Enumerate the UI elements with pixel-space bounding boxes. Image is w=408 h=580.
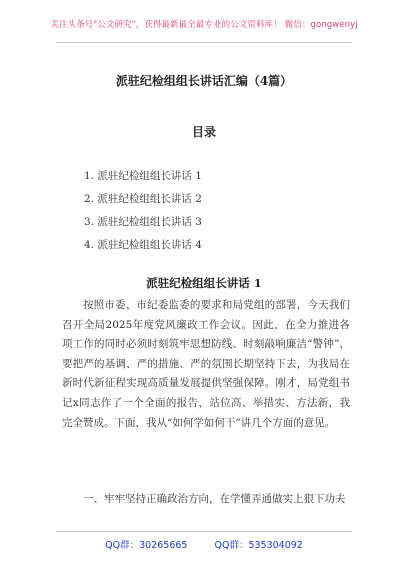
footer-divider [56,531,352,532]
header-divider [56,42,352,43]
toc-title: 目录 [191,125,216,139]
body-paragraph: 按照市委、市纪委监委的要求和局党组的部署，今天我们召开全局2025年度党风廉政工作会议。因此，在全力推进各项工作的同时必须时刻筑牢思想防线、时刻敲响廉洁“警钟”，要把严的基调、严的措施、严的氛围长期坚持下去，为我局在新时代新征程实现高质量发展提供坚强保障。刚才，局党组书记x同志作了一个全面的报告，站位高、举措实、方法新，我完全赞成。下面，我从“如何学如何干”讲几个方面的意见。 [62,299,350,429]
toc-list [84,168,202,260]
footer-qq-group-1: QQ群：30265665 [105,540,188,551]
footer [0,537,408,551]
toc-item[interactable]: 4. 派驻纪检组组长讲话 4 [84,239,202,251]
header-note: 关注头条号"公文研究"，获得最新最全最专业的公文资料库！ 微信：gongwenyj [50,20,358,30]
body-paragraph-heading: 一、牢牢坚持正确政治方向，在学懂弄通做实上狠下功夫 [83,493,346,505]
document-title: 派驻纪检组组长讲话汇编（4篇） [115,74,293,88]
toc-item[interactable]: 3. 派驻纪检组组长讲话 3 [84,216,202,228]
section-title: 派驻纪检组组长讲话 1 [146,276,262,290]
footer-qq-group-2: QQ群：535304092 [214,540,303,551]
toc-item[interactable]: 2. 派驻纪检组组长讲话 2 [84,193,202,205]
toc-item[interactable]: 1. 派驻纪检组组长讲话 1 [84,170,202,182]
